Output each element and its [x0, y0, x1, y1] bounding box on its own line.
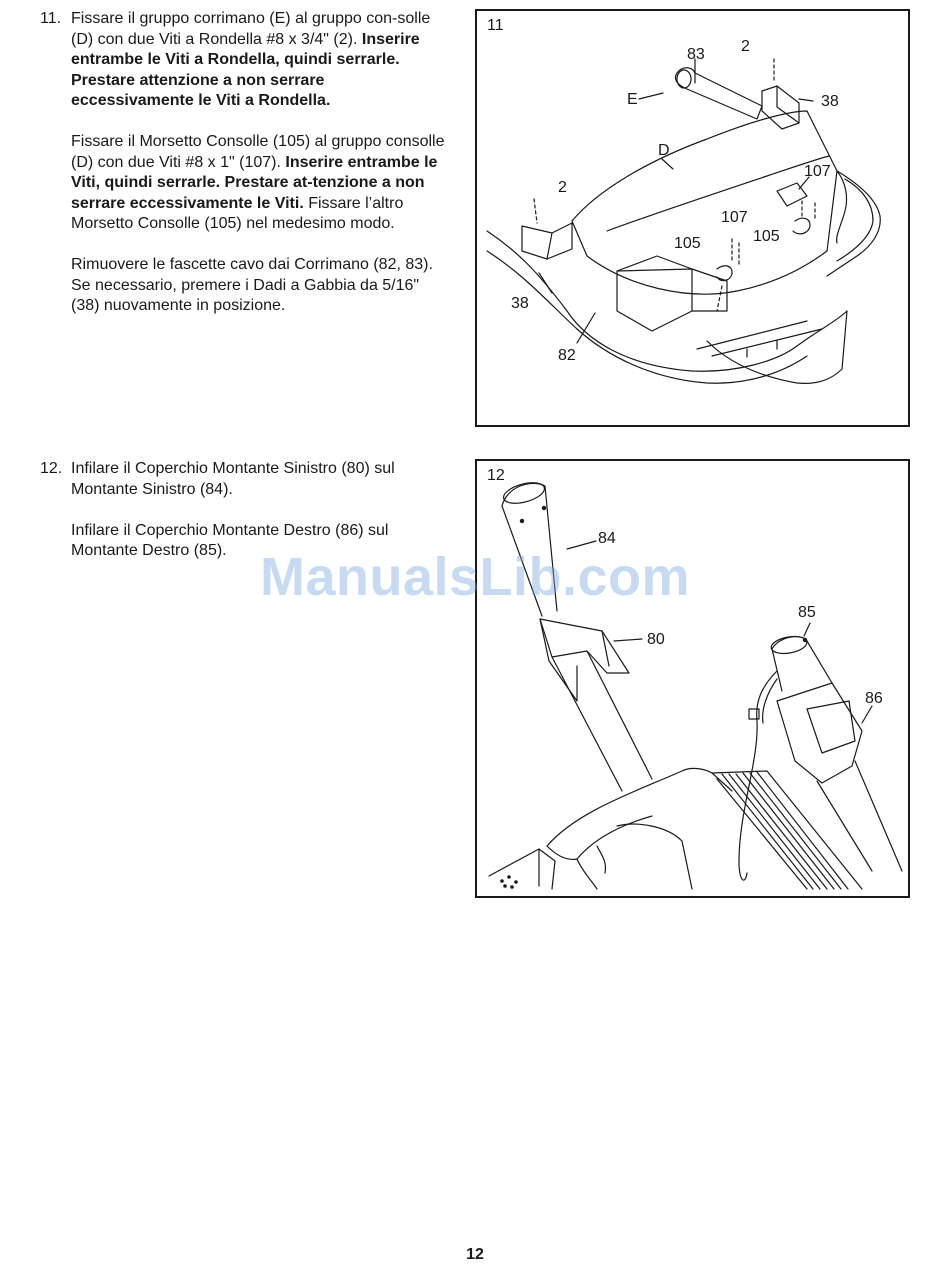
callout-2-left: 2 — [558, 179, 567, 196]
callout-E: E — [627, 91, 638, 108]
callout-83: 83 — [687, 46, 705, 63]
callout-107-mid: 107 — [721, 209, 748, 226]
step-number: 11. — [40, 10, 62, 27]
callout-82: 82 — [558, 347, 576, 364]
step-11-instructions — [40, 9, 445, 337]
callout-107-right: 107 — [804, 163, 831, 180]
callout-84: 84 — [598, 530, 616, 547]
step-11-paragraph-3: Rimuovere le fascette cavo dai Corrimano (82, 83). Se necessario, premere i Dadi a Gabbia da 5/16" (38) nuovamente in posizione. — [71, 256, 433, 314]
console-assembly-drawing — [477, 11, 908, 425]
step-11-p1-bold: Inserire entrambe le Viti a Rondella, quindi serrarle. Prestare attenzione a non serrare eccessivamente le Viti a Rondella. — [71, 30, 420, 109]
step-11-p2-bold: Inserire entrambe le Viti, quindi serrarle. Prestare at-tenzione a non serrare eccessivamente le Viti. — [71, 153, 438, 212]
step-11-p1-text: Fissare il gruppo corrimano (E) al gruppo con-solle (D) con due Viti a Rondella #8 x 3/4" (2). — [71, 10, 431, 48]
figure-12-upright-covers — [475, 459, 910, 898]
upright-covers-drawing — [477, 461, 908, 896]
callout-86: 86 — [865, 690, 883, 707]
callout-85: 85 — [798, 604, 816, 621]
callout-105-left: 105 — [674, 235, 701, 252]
step-12-paragraph-1: Infilare il Coperchio Montante Sinistro (80) sul Montante Sinistro (84). — [71, 460, 395, 498]
callout-D: D — [658, 142, 670, 159]
step-11-p2-text: Fissare il Morsetto Consolle (105) al gruppo consolle (D) con due Viti #8 x 1" (107). — [71, 133, 445, 171]
callout-2-top: 2 — [741, 38, 750, 55]
step-11-paragraph-2 — [71, 132, 445, 235]
callout-38-right: 38 — [821, 93, 839, 110]
step-number: 12. — [40, 460, 63, 477]
figure-number: 12 — [487, 467, 505, 484]
callout-38-left: 38 — [511, 295, 529, 312]
step-11-p2-tail: Fissare l’altro Morsetto Consolle (105) nel medesimo modo. — [71, 194, 404, 232]
callout-80: 80 — [647, 631, 665, 648]
watermark: ManualsLib.com — [259, 547, 691, 607]
callout-105-right: 105 — [753, 228, 780, 245]
step-12-paragraph-2: Infilare il Coperchio Montante Destro (86) sul Montante Destro (85). — [71, 521, 389, 559]
figure-number: 11 — [487, 17, 504, 34]
figure-11-console-assembly — [475, 9, 910, 427]
page-number: 12 — [466, 1246, 484, 1263]
step-11-paragraph-1 — [71, 9, 445, 112]
